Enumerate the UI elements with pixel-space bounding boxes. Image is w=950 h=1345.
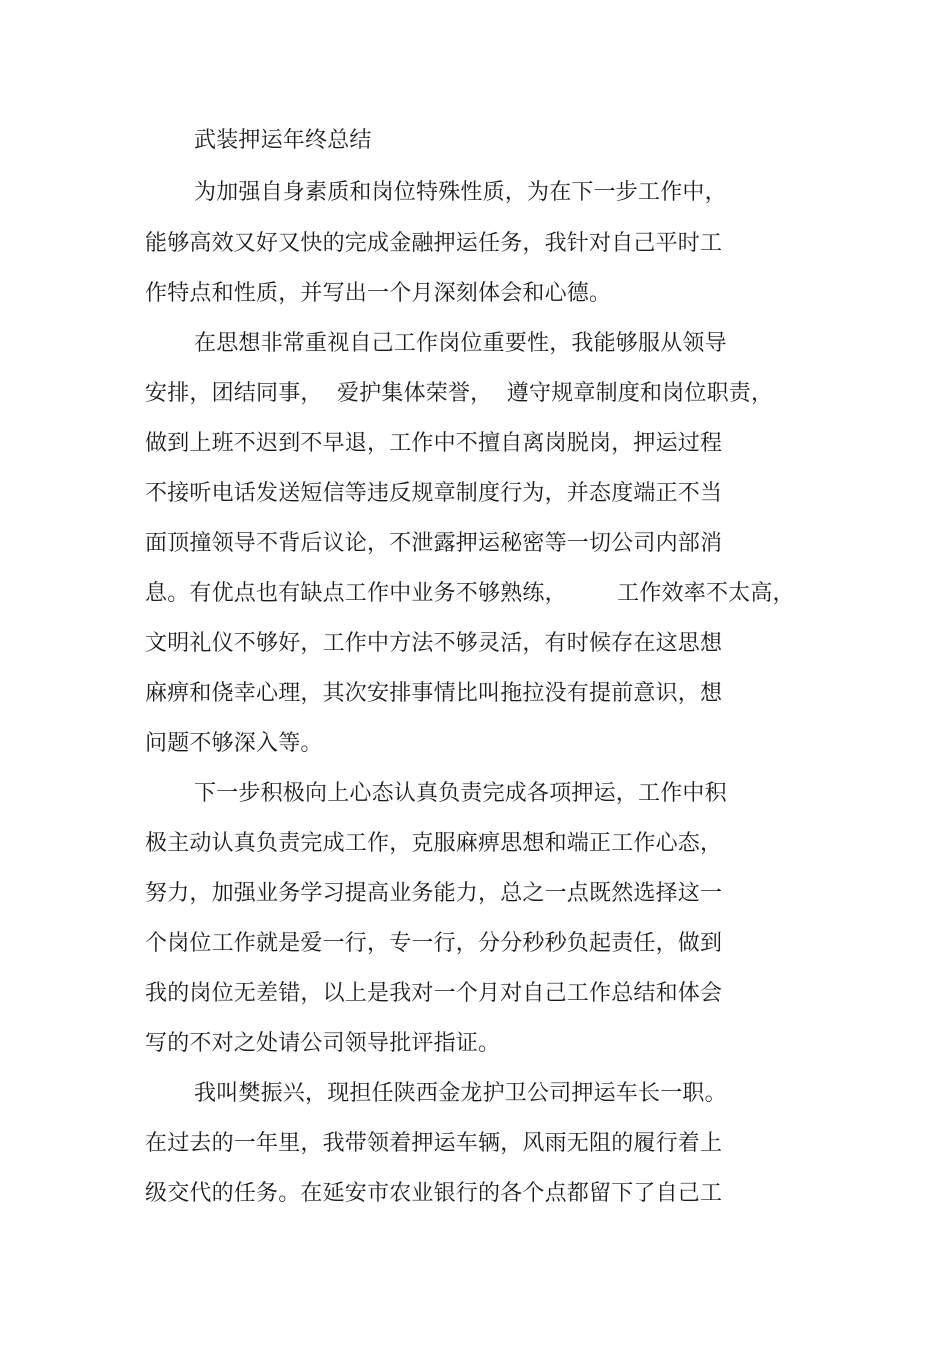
text-line: 写的不对之处请公司领导批评指证。 [145, 1031, 501, 1056]
text-line: 问题不够深入等。 [145, 731, 323, 756]
text-line: 个岗位工作就是爱一行，专一行，分分秒秒负起责任，做到 [145, 931, 723, 956]
text-line: 在过去的一年里，我带领着押运车辆，风雨无阻的履行着上 [145, 1131, 723, 1156]
text-line: 作特点和性质，并写出一个月深刻体会和心德。 [145, 281, 612, 306]
text-line: 做到上班不迟到不早退，工作中不擅自离岗脱岗，押运过程 [145, 431, 723, 456]
text-line: 为加强自身素质和岗位特殊性质，为在下一步工作中， [194, 180, 727, 205]
document-title: 武装押运年终总结 [194, 128, 372, 153]
text-line: 我的岗位无差错，以上是我对一个月对自己工作总结和体会 [145, 981, 723, 1006]
text-line: 在思想非常重视自己工作岗位重要性，我能够服从领导 [194, 331, 727, 356]
text-line: 麻痹和侥幸心理，其次安排事情比叫拖拉没有提前意识，想 [145, 681, 723, 706]
text-line: 安排，团结同事， 爱护集体荣誉， 遵守规章制度和岗位职责， [145, 381, 774, 406]
text-line: 级交代的任务。在延安市农业银行的各个点都留下了自己工 [145, 1181, 723, 1206]
text-line: 下一步积极向上心态认真负责完成各项押运，工作中积 [194, 781, 727, 806]
text-line: 文明礼仪不够好，工作中方法不够灵活，有时候存在这思想 [145, 631, 723, 656]
text-line: 我叫樊振兴，现担任陕西金龙护卫公司押运车长一职。 [194, 1081, 727, 1106]
text-line: 息。有优点也有缺点工作中业务不够熟练， 工作效率不太高， [145, 581, 795, 606]
text-line: 能够高效又好又快的完成金融押运任务，我针对自己平时工 [145, 231, 723, 256]
text-line: 面顶撞领导不背后议论，不泄露押运秘密等一切公司内部消 [145, 531, 723, 556]
text-line: 不接听电话发送短信等违反规章制度行为，并态度端正不当 [145, 481, 723, 506]
text-line: 努力，加强业务学习提高业务能力，总之一点既然选择这一 [145, 881, 723, 906]
text-line: 极主动认真负责完成工作，克服麻痹思想和端正工作心态， [145, 831, 723, 856]
